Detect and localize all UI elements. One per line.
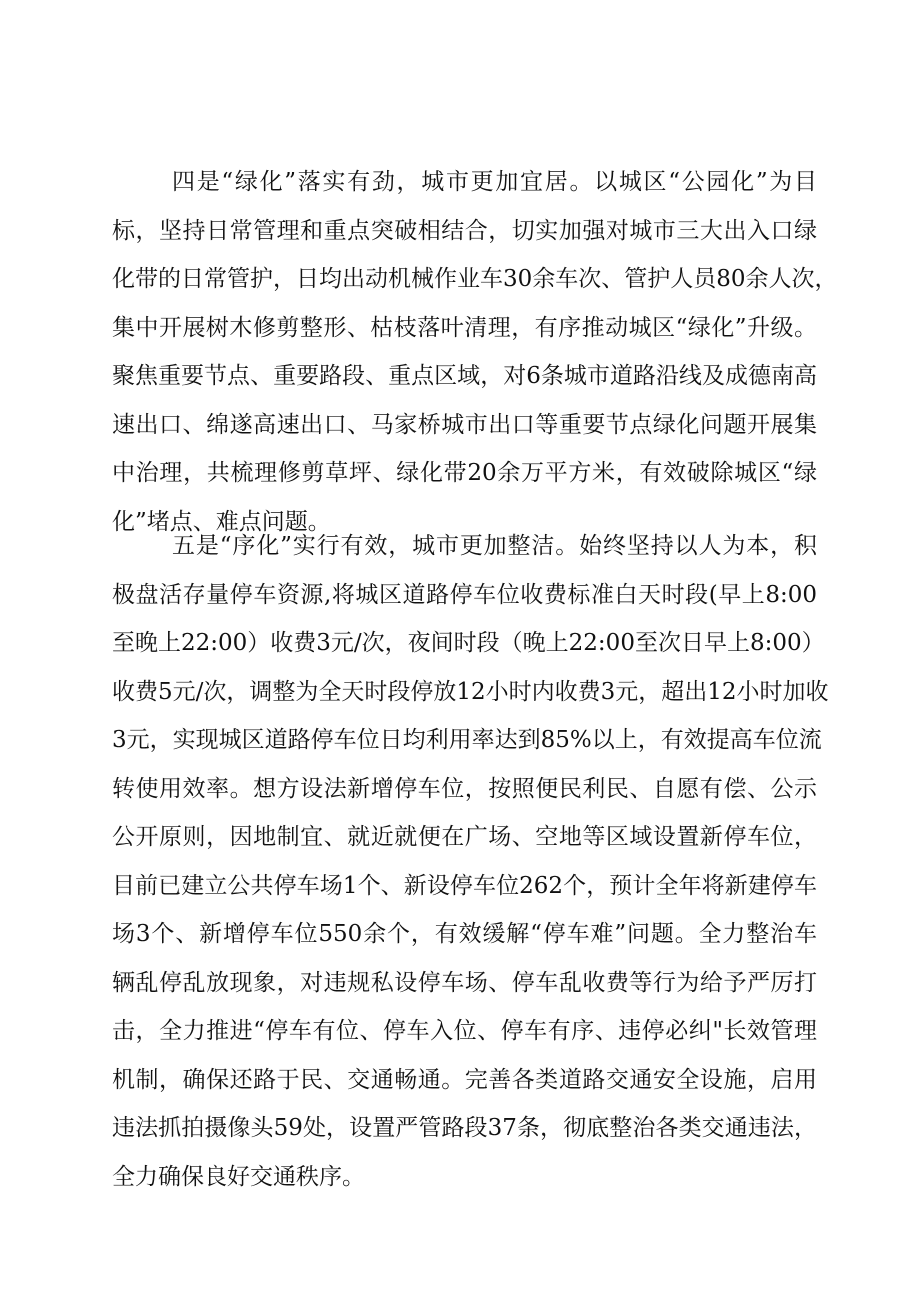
paragraph-ordering [112,522,829,1201]
text-line: 转使用效率。想方设法新增停车位，按照便民利民、自愿有偿、公示 [112,775,817,802]
text-line: 机制，确保还路于民、交通畅通。完善各类道路交通安全设施，启用 [112,1066,817,1093]
text-line: 违法抓拍摄像头59处，设置严管路段37条，彻底整治各类交通违法， [112,1115,817,1141]
text-line: 场3个、新增停车位550余个，有效缓解“停车难”问题。全力整治车 [112,921,817,947]
text-line: 五是“序化”实行有效，城市更加整洁。始终坚持以人为本，积 [172,533,817,559]
text-line: 辆乱停乱放现象，对违规私设停车场、停车乱收费等行为给予严厉打 [112,969,817,996]
paragraph-greening [112,158,838,546]
text-line: 至晚上22:00）收费3元/次，夜间时段（晚上22:00至次日早上8:00） [112,630,825,656]
text-line: 标，坚持日常管理和重点突破相结合，切实加强对城市三大出入口绿 [112,217,817,244]
text-line: 集中开展树木修剪整形、枯枝落叶清理，有序推动城区“绿化”升级。 [112,314,817,341]
text-line: 聚焦重要节点、重要路段、重点区域，对6条城市道路沿线及成德南高 [112,363,817,389]
text-line: 化”堵点、难点问题。 [112,508,331,535]
text-line: 目前已建立公共停车场1个、新设停车位262个，预计全年将新建停车 [112,872,817,899]
text-line: 四是“绿化”落实有劲，城市更加宜居。以城区“公园化”为目 [172,169,817,195]
text-line: 公开原则，因地制宜、就近就便在广场、空地等区域设置新停车位， [112,824,817,850]
text-line: 化带的日常管护，日均出动机械作业车30余车次、管护人员80余人次， [112,266,838,292]
text-line: 3元，实现城区道路停车位日均利用率达到85%以上，有效提高车位流 [112,727,822,753]
text-line: 中治理，共梳理修剪草坪、绿化带20余万平方米，有效破除城区“绿 [112,460,817,486]
text-line: 收费5元/次，调整为全天时段停放12小时内收费3元，超出12小时加收 [112,678,829,705]
text-line: 极盘活存量停车资源,将城区道路停车位收费标准白天时段(早上8:00 [112,581,817,608]
text-line: 速出口、绵遂高速出口、马家桥城市出口等重要节点绿化问题开展集 [112,411,817,438]
text-line: 全力确保良好交通秩序。 [112,1163,365,1190]
text-line: 击，全力推进“停车有位、停车入位、停车有序、违停必纠"长效管理 [112,1018,817,1044]
